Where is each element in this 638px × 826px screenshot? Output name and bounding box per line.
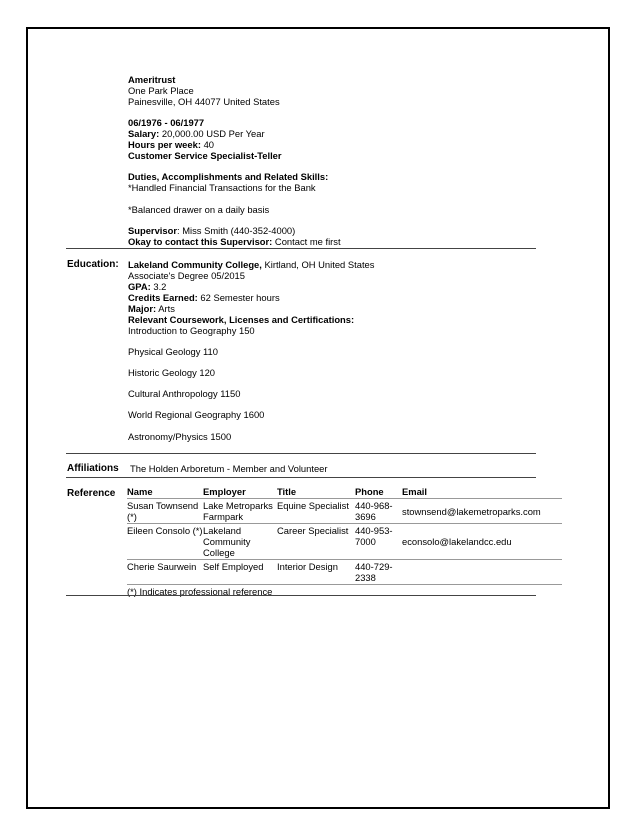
major-label: Major: [128,303,157,314]
page-border [26,27,610,809]
reference-name: Eileen Consolo (*) [127,524,203,560]
major-value: Arts [158,303,175,314]
reference-employer: Self Employed [203,560,277,585]
credits-label: Credits Earned: [128,292,198,303]
salary-label: Salary: [128,128,160,139]
employer-address-line1: One Park Place [128,85,194,96]
school-location: Kirtland, OH United States [264,259,375,270]
column-header-name: Name [127,486,153,497]
reference-title: Career Specialist [277,524,355,560]
major-line [128,303,175,314]
column-header-phone: Phone [355,486,384,497]
contact-value: Contact me first [274,236,341,247]
duty-item: *Balanced drawer on a daily basis [128,204,270,215]
credits-value: 62 Semester hours [200,292,280,303]
duty-item: *Handled Financial Transactions for the Bank [128,182,316,193]
reference-email: stownsend@lakemetroparks.com [402,499,562,524]
hours-label: Hours per week: [128,139,201,150]
table-row [127,560,562,585]
course-item: Introduction to Geography 150 [128,325,255,336]
affiliations-label: Affiliations [67,463,119,474]
reference-title: Equine Specialist [277,499,355,524]
table-row [127,499,562,524]
hours-value: 40 [203,139,214,150]
reference-footnote: (*) Indicates professional reference [127,585,562,599]
reference-phone: 440-968-3696 [355,499,402,524]
credits-line [128,292,280,303]
job-title: Customer Service Specialist-Teller [128,150,282,161]
course-item: Cultural Anthropology 1150 [128,388,241,399]
supervisor-value: : Miss Smith (440-352-4000) [176,225,296,236]
salary-line [128,128,265,139]
employer-name: Ameritrust [128,74,176,85]
affiliations-text: The Holden Arboretum - Member and Volunteer [130,463,328,474]
reference-employer: Lake Metroparks Farmpark [203,499,277,524]
column-header-title: Title [277,486,297,497]
supervisor-line [128,225,295,236]
contact-label: Okay to contact this Supervisor: [128,236,273,247]
reference-email: econsolo@lakelandcc.edu [402,524,562,560]
reference-table [127,486,562,598]
course-item: World Regional Geography 1600 [128,409,265,420]
reference-name: Susan Townsend (*) [127,499,203,524]
reference-phone: 440-729-2338 [355,560,402,585]
reference-name: Cherie Saurwein [127,560,203,585]
section-divider [66,248,536,249]
gpa-value: 3.2 [153,281,167,292]
contact-supervisor-line [128,236,341,247]
employment-dates: 06/1976 - 06/1977 [128,117,205,128]
school-line [128,259,374,270]
section-divider [66,477,536,478]
course-item: Physical Geology 110 [128,346,218,357]
course-item: Astronomy/Physics 1500 [128,431,232,442]
supervisor-label: Supervisor [128,225,177,236]
salary-value: 20,000.00 USD Per Year [161,128,265,139]
table-row [127,524,562,560]
reference-email [402,560,562,585]
school-name: Lakeland Community College, [128,259,262,270]
gpa-line [128,281,166,292]
hours-line [128,139,214,150]
reference-title: Interior Design [277,560,355,585]
degree: Associate's Degree 05/2015 [128,270,245,281]
reference-phone: 440-953-7000 [355,524,402,560]
column-header-employer: Employer [203,486,246,497]
reference-employer: Lakeland Community College [203,524,277,560]
column-header-email: Email [402,486,428,497]
education-label: Education: [67,259,119,270]
reference-label: Reference [67,488,116,499]
section-divider [66,453,536,454]
gpa-label: GPA: [128,281,151,292]
reference-table-header [127,486,562,499]
course-item: Historic Geology 120 [128,367,216,378]
coursework-heading: Relevant Coursework, Licenses and Certifications: [128,314,355,325]
duties-heading: Duties, Accomplishments and Related Skills: [128,171,329,182]
section-divider [66,595,536,596]
employer-address-line2: Painesville, OH 44077 United States [128,96,280,107]
